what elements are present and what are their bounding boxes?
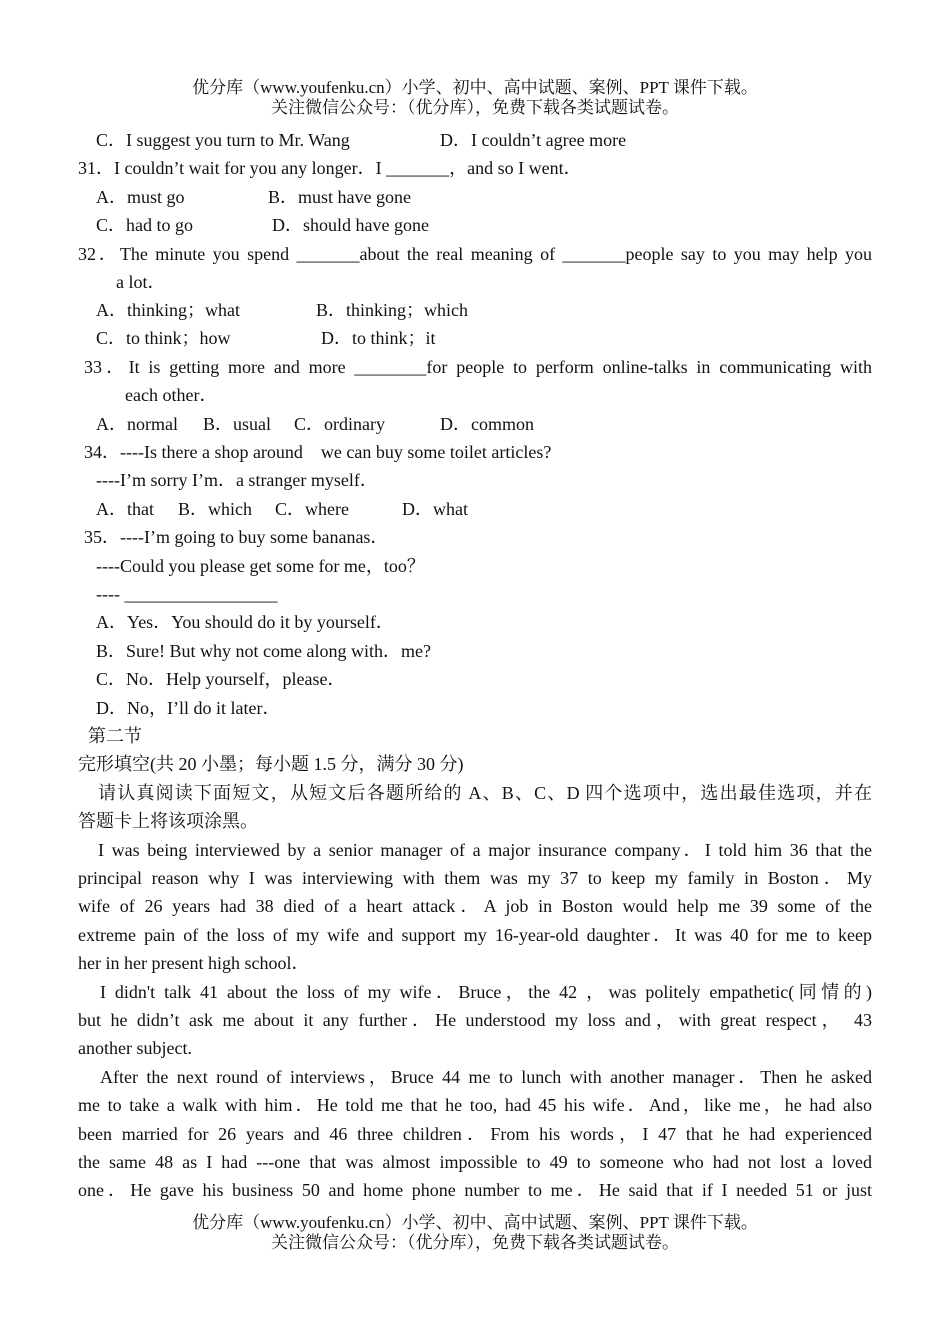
q33-option-d: D．common <box>440 414 534 434</box>
passage-p2-line3: another subject. <box>78 1038 192 1058</box>
q34-stem-line1: 34．----Is there a shop around we can buy some toilet articles? <box>84 442 552 462</box>
passage-p3-line4: the same 48 as I had ---one that was almost impossible to 49 to someone who had not lost a loved <box>78 1152 872 1172</box>
passage-p1-line5: her in her present high school． <box>78 953 310 973</box>
page-footer-line1: 优分库（www.youfenku.cn）小学、初中、高中试题、案例、PPT 课件下载。 <box>192 1213 758 1232</box>
passage-p3-line3: been married for 26 years and 46 three children．From his words，I 47 that he had experienced <box>78 1124 872 1144</box>
q34-option-b: B．which <box>178 499 252 519</box>
page-header-line1: 优分库（www.youfenku.cn）小学、初中、高中试题、案例、PPT 课件下载。 <box>192 78 758 97</box>
q31-option-a: A．must go <box>96 187 185 207</box>
q31-stem: 31．I couldn’t wait for you any longer．I _______，and so I went． <box>78 158 582 178</box>
passage-p1-line2: principal reason why I was interviewing with them was my 37 to keep my family in Boston．My <box>78 868 872 888</box>
passage-p1-line3: wife of 26 years had 38 died of a heart attack．A job in Boston would help me 39 some of the <box>78 896 872 916</box>
q35-option-a: A．Yes．You should do it by yourself． <box>96 612 394 632</box>
q32-option-c: C．to think；how <box>96 328 231 348</box>
section-subtitle: 完形填空(共 20 小墨；每小题 1.5 分，满分 30 分) <box>78 754 464 774</box>
q33-option-b: B．usual <box>203 414 272 434</box>
q32-stem-line2: a lot． <box>116 272 166 292</box>
q35-stem-line3: ---- _________________ <box>96 584 278 604</box>
page-footer-line2: 关注微信公众号：（优分库），免费下载各类试题试卷。 <box>271 1233 679 1252</box>
section-title: 第二节 <box>88 726 142 746</box>
passage-p1-line4: extreme pain of the loss of my wife and support my 16-year-old daughter．It was 40 for me to keep <box>78 925 872 945</box>
q34-stem-line2: ----I’m sorry I’m．a stranger myself． <box>96 470 378 490</box>
q35-option-d: D．No，I’ll do it later． <box>96 698 281 718</box>
q33-stem-line2: each other． <box>125 385 218 405</box>
passage-p3-line1: After the next round of interviews，Bruce 44 me to lunch with another manager．Then he asked <box>100 1067 872 1087</box>
q30-option-c: C．I suggest you turn to Mr. Wang <box>96 130 350 150</box>
q34-option-c: C．where <box>275 499 349 519</box>
section-instruction-line1: 请认真阅读下面短文，从短文后各题所给的 A、B、C、D 四个选项中，选出最佳选项，并在 <box>98 783 872 803</box>
q33-stem-line1: 33．It is getting more and more ________for people to perform online-talks in communicating with <box>84 357 872 377</box>
q30-option-d: D．I couldn’t agree more <box>440 130 627 150</box>
passage-p3-line5: one．He gave his business 50 and home phone number to me．He said that if I needed 51 or just <box>78 1180 872 1200</box>
q31-option-d: D．should have gone <box>272 215 429 235</box>
passage-p2-line2: but he didn’t ask me about it any further．He understood my loss and，with great respect， 43 <box>78 1010 872 1030</box>
q32-option-b: B．thinking；which <box>316 300 468 320</box>
q35-option-b: B．Sure! But why not come along with．me? <box>96 641 431 661</box>
q35-option-c: C．No．Help yourself，please． <box>96 669 346 689</box>
q31-option-c: C．had to go <box>96 215 193 235</box>
q34-option-a: A．that <box>96 499 154 519</box>
section-instruction-line2: 答题卡上将该项涂黑。 <box>78 811 258 831</box>
passage-p2-line1: I didn't talk 41 about the loss of my wife．Bruce，the 42 ，was politely empathetic(同情的) <box>100 982 872 1002</box>
passage-p3-line2: me to take a walk with him．He told me that he too, had 45 his wife．And，like me，he had also <box>78 1095 872 1115</box>
q31-option-b: B．must have gone <box>268 187 411 207</box>
q35-stem-line2: ----Could you please get some for me，too？ <box>96 556 425 576</box>
q32-option-d: D．to think；it <box>321 328 436 348</box>
q35-stem-line1: 35．----I’m going to buy some bananas． <box>84 527 389 547</box>
q32-stem-line1: 32．The minute you spend _______about the real meaning of _______people say to you may help you <box>78 244 872 264</box>
q34-option-d: D．what <box>402 499 468 519</box>
q32-option-a: A．thinking；what <box>96 300 240 320</box>
q33-option-a: A．normal <box>96 414 178 434</box>
page-header-line2: 关注微信公众号：（优分库），免费下载各类试题试卷。 <box>271 98 679 117</box>
passage-p1-line1: I was being interviewed by a senior manager of a major insurance company．I told him 36 that the <box>98 840 872 860</box>
q33-option-c: C．ordinary <box>294 414 385 434</box>
